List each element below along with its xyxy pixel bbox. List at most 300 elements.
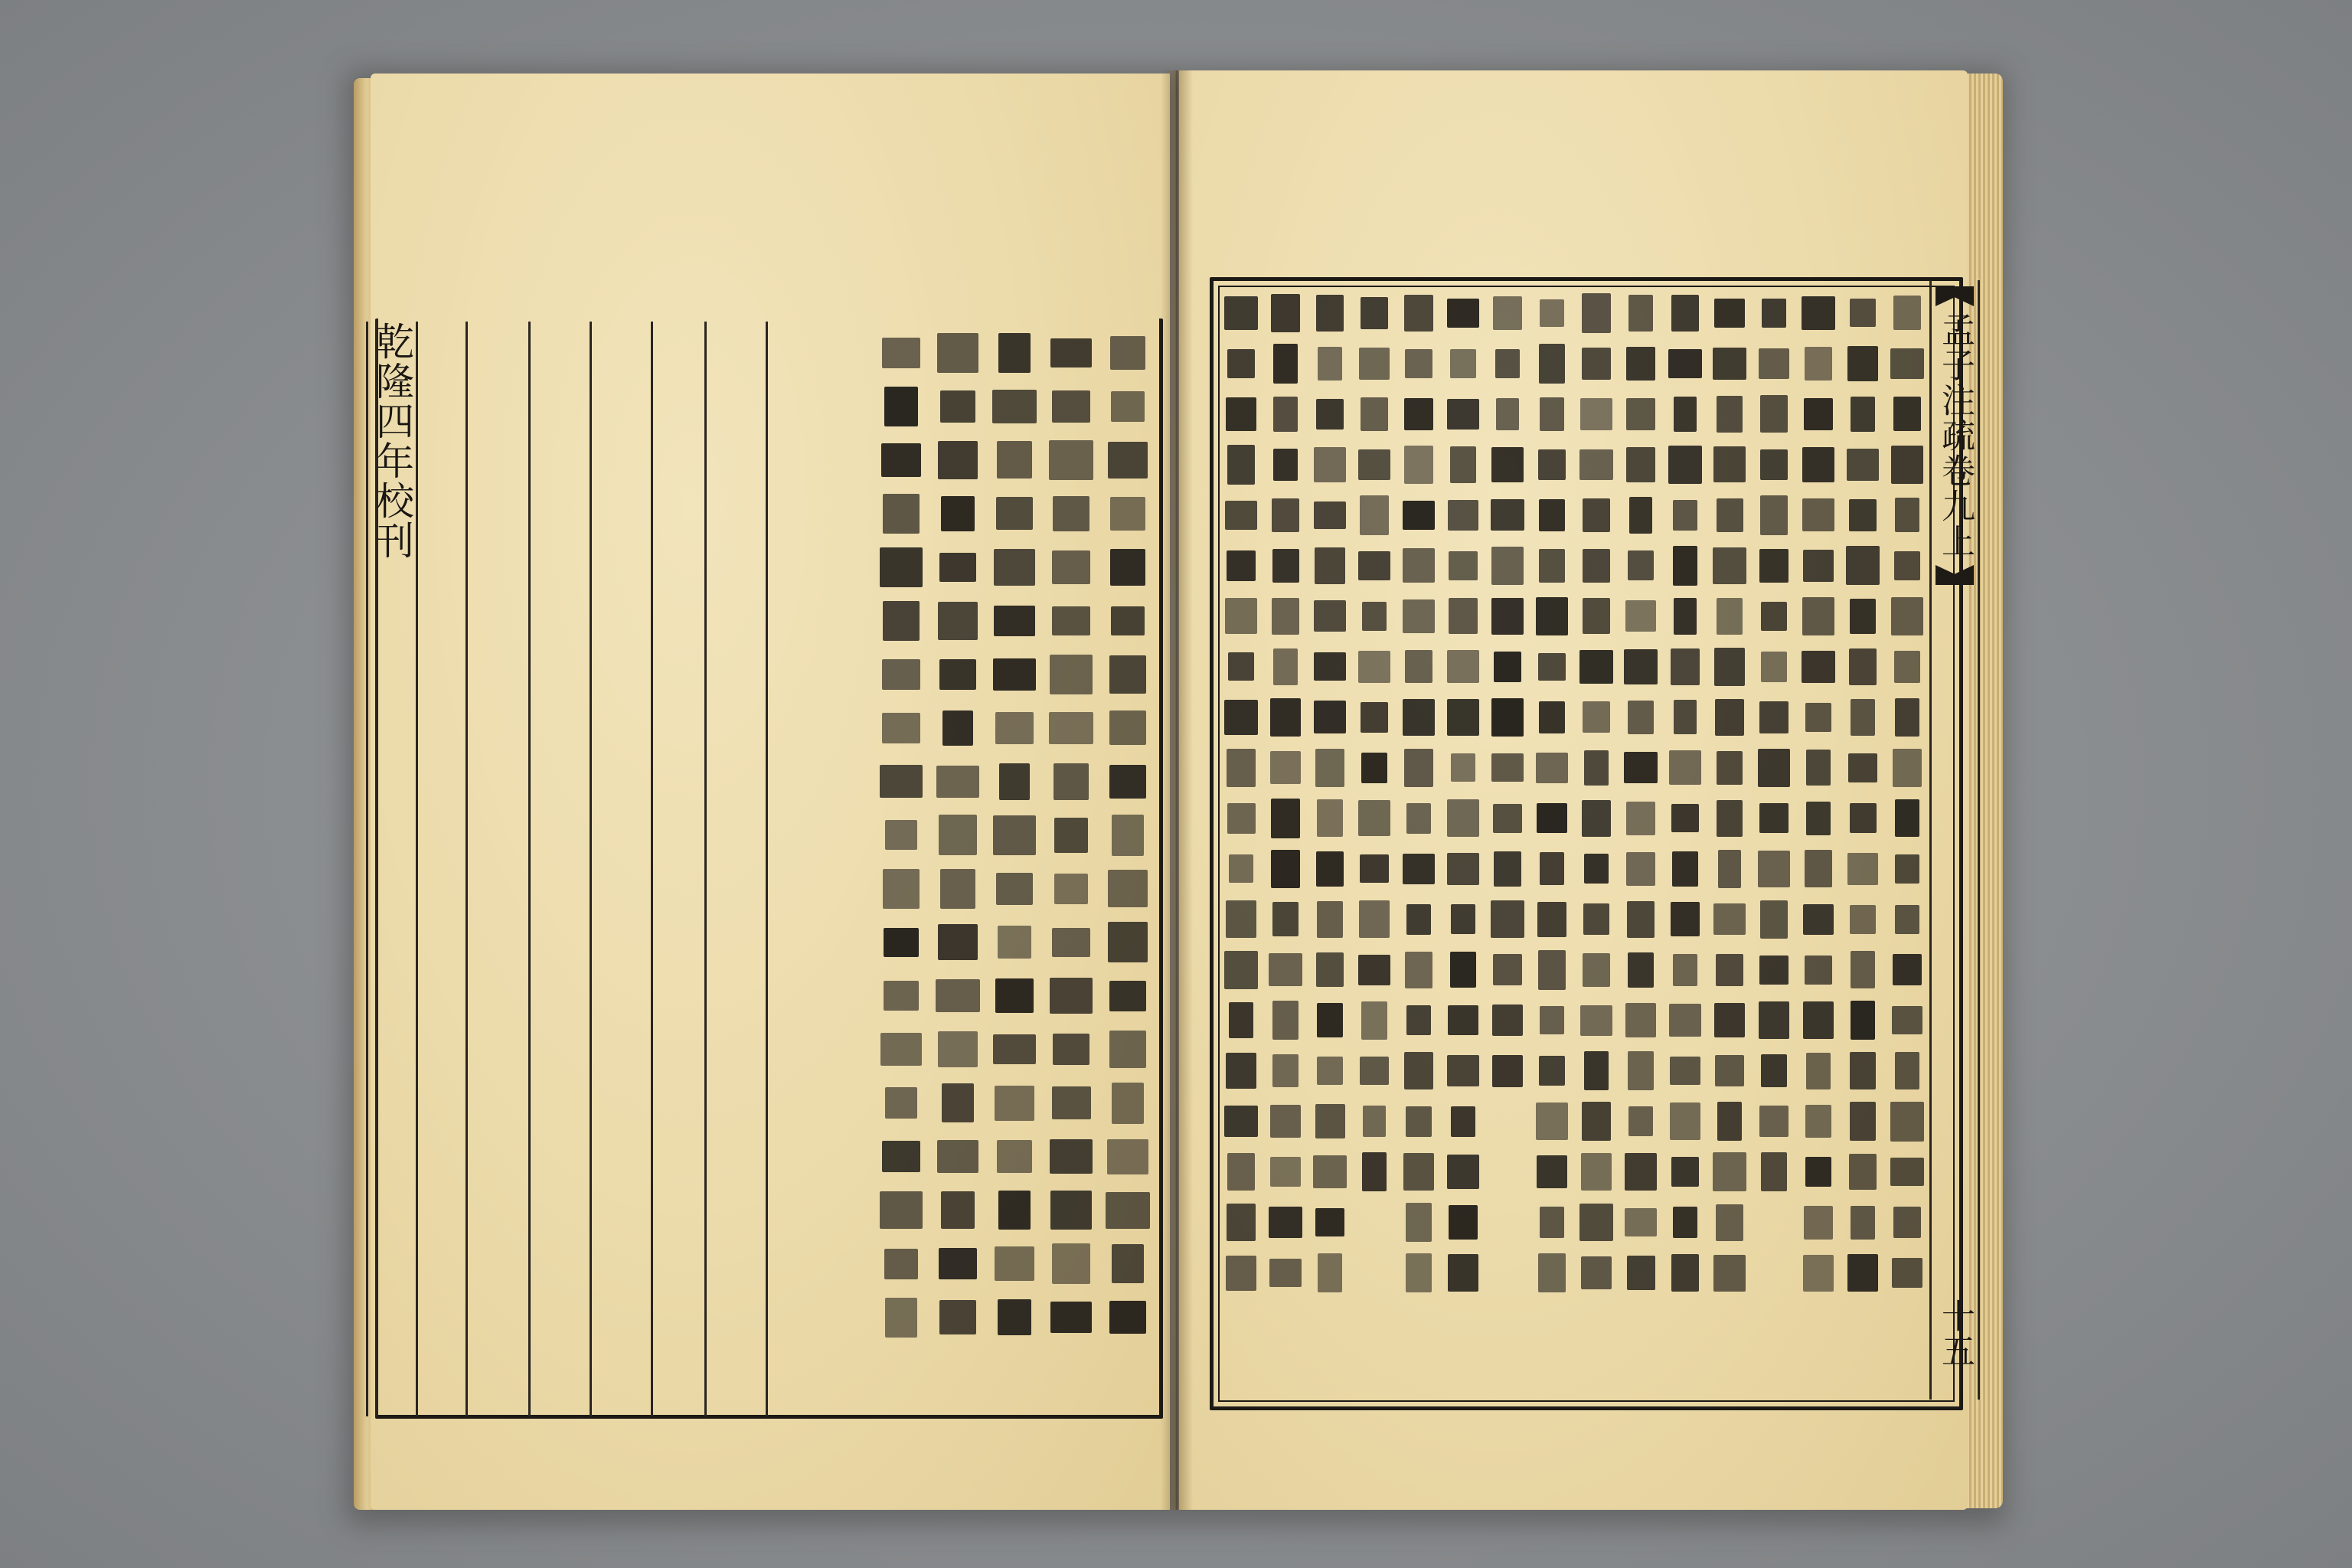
glyph-mark	[1451, 753, 1475, 782]
glyph-mark	[1273, 648, 1298, 685]
glyph-mark	[1847, 449, 1879, 481]
glyph-mark	[1672, 851, 1698, 887]
glyph-mark	[995, 712, 1033, 744]
glyph-mark	[883, 601, 920, 641]
glyph-mark	[1451, 1106, 1475, 1137]
glyph-mark	[1538, 449, 1565, 479]
glyph-mark	[1109, 655, 1146, 694]
glyph-mark	[885, 1298, 917, 1338]
glyph-mark	[1761, 1054, 1787, 1087]
glyph-mark	[996, 873, 1034, 905]
glyph-mark	[1224, 1106, 1257, 1136]
glyph-mark	[1805, 850, 1833, 888]
glyph-mark	[1806, 750, 1831, 786]
glyph-mark	[1109, 981, 1147, 1011]
glyph-mark	[1227, 349, 1255, 378]
glyph-mark	[938, 1031, 977, 1067]
glyph-mark	[1851, 699, 1875, 736]
glyph-mark	[882, 1141, 921, 1172]
glyph-mark	[1717, 751, 1743, 786]
glyph-mark	[1270, 751, 1301, 784]
glyph-mark	[1804, 1206, 1833, 1240]
glyph-mark	[1404, 295, 1433, 331]
glyph-mark	[1761, 602, 1788, 631]
glyph-mark	[1447, 699, 1479, 736]
glyph-mark	[1052, 928, 1091, 957]
glyph-mark	[1717, 800, 1743, 838]
glyph-mark	[1804, 398, 1834, 431]
right-page-text-block	[1217, 288, 1929, 1395]
glyph-mark	[1318, 347, 1342, 380]
glyph-mark	[1406, 904, 1431, 935]
center-margin-column	[1929, 280, 1980, 1400]
glyph-mark	[1850, 1102, 1876, 1141]
glyph-mark	[1628, 1051, 1654, 1090]
glyph-mark	[1227, 749, 1256, 787]
glyph-mark	[1583, 498, 1609, 531]
column-rule	[651, 322, 653, 1416]
glyph-mark	[1359, 900, 1390, 938]
glyph-mark	[1317, 1057, 1343, 1085]
glyph-mark	[1272, 1001, 1298, 1040]
glyph-mark	[1540, 852, 1564, 886]
text-column	[1530, 288, 1574, 1395]
glyph-mark	[1360, 1057, 1389, 1086]
glyph-mark	[1540, 397, 1564, 432]
glyph-mark	[1536, 1102, 1569, 1140]
glyph-mark	[1358, 651, 1390, 683]
glyph-mark	[1052, 606, 1090, 635]
glyph-mark	[1627, 901, 1654, 938]
glyph-mark	[1713, 1255, 1746, 1292]
glyph-mark	[1049, 440, 1093, 480]
glyph-mark	[1669, 1004, 1702, 1036]
glyph-mark	[1225, 501, 1258, 530]
glyph-mark	[1803, 1001, 1834, 1039]
glyph-mark	[1054, 818, 1089, 853]
glyph-mark	[1227, 1153, 1255, 1191]
glyph-mark	[1405, 650, 1432, 683]
glyph-mark	[1314, 600, 1346, 632]
glyph-mark	[1849, 1154, 1876, 1190]
glyph-mark	[998, 1299, 1031, 1336]
glyph-mark	[1403, 1153, 1434, 1191]
glyph-mark	[1447, 299, 1479, 328]
glyph-mark	[941, 1191, 974, 1229]
text-column	[1619, 288, 1663, 1395]
glyph-mark	[1316, 295, 1344, 332]
glyph-mark	[1269, 1259, 1301, 1288]
glyph-mark	[1848, 753, 1878, 782]
glyph-mark	[1802, 498, 1834, 531]
glyph-mark	[1539, 344, 1564, 383]
glyph-mark	[1224, 296, 1257, 330]
glyph-mark	[1674, 700, 1697, 734]
text-column	[1796, 288, 1841, 1395]
glyph-mark	[1893, 954, 1922, 985]
glyph-mark	[1895, 905, 1920, 934]
glyph-mark	[938, 924, 978, 960]
glyph-mark	[1581, 1153, 1612, 1191]
glyph-mark	[880, 1033, 922, 1066]
glyph-mark	[1272, 549, 1299, 583]
glyph-mark	[1052, 1243, 1091, 1284]
glyph-mark	[1406, 1005, 1430, 1035]
glyph-mark	[882, 338, 921, 368]
glyph-mark	[1847, 346, 1878, 381]
glyph-mark	[1628, 550, 1654, 580]
glyph-mark	[1895, 498, 1919, 532]
glyph-mark	[1802, 447, 1835, 482]
glyph-mark	[1314, 501, 1346, 529]
glyph-mark	[885, 1087, 916, 1119]
glyph-mark	[1806, 802, 1830, 835]
glyph-mark	[1892, 1006, 1922, 1034]
glyph-mark	[942, 710, 974, 746]
glyph-mark	[1846, 546, 1880, 585]
glyph-mark	[1895, 799, 1919, 837]
glyph-mark	[1890, 1102, 1924, 1142]
glyph-mark	[1539, 549, 1566, 582]
glyph-mark	[1539, 701, 1564, 733]
glyph-mark	[1717, 1102, 1742, 1141]
glyph-mark	[1225, 598, 1258, 634]
glyph-mark	[1584, 854, 1609, 884]
glyph-mark	[1583, 701, 1610, 733]
glyph-mark	[1107, 1139, 1149, 1174]
glyph-mark	[1761, 652, 1786, 682]
glyph-mark	[1759, 803, 1788, 833]
glyph-mark	[1540, 1207, 1564, 1238]
glyph-mark	[1626, 852, 1656, 886]
glyph-mark	[884, 981, 919, 1011]
glyph-mark	[993, 658, 1036, 690]
glyph-mark	[1673, 1207, 1698, 1238]
glyph-mark	[1893, 397, 1920, 431]
glyph-mark	[1448, 1005, 1478, 1036]
glyph-mark	[1806, 1053, 1831, 1089]
glyph-mark	[998, 333, 1031, 373]
glyph-mark	[1674, 397, 1697, 433]
glyph-mark	[1850, 803, 1877, 833]
text-column	[873, 326, 929, 1401]
glyph-mark	[1447, 799, 1480, 837]
glyph-mark	[1406, 1106, 1432, 1137]
glyph-mark	[1316, 851, 1343, 887]
glyph-mark	[1358, 449, 1390, 480]
glyph-mark	[1805, 956, 1832, 985]
glyph-mark	[1318, 1253, 1341, 1293]
glyph-mark	[1272, 498, 1298, 532]
glyph-mark	[1805, 1105, 1831, 1138]
glyph-mark	[1895, 698, 1919, 737]
glyph-mark	[1583, 903, 1609, 935]
glyph-mark	[1582, 1102, 1612, 1142]
glyph-mark	[1537, 902, 1566, 937]
glyph-mark	[885, 820, 916, 850]
glyph-mark	[1895, 854, 1919, 884]
glyph-mark	[1760, 395, 1788, 433]
glyph-mark	[1669, 750, 1701, 785]
glyph-mark	[1538, 653, 1565, 681]
glyph-mark	[1273, 449, 1298, 481]
glyph-mark	[1271, 294, 1300, 332]
glyph-mark	[882, 659, 920, 690]
glyph-mark	[1108, 870, 1148, 907]
text-column	[1263, 288, 1308, 1395]
glyph-mark	[1314, 447, 1346, 483]
glyph-mark	[1579, 650, 1612, 684]
glyph-mark	[1050, 978, 1092, 1014]
glyph-mark	[1847, 1254, 1879, 1291]
glyph-mark	[1583, 549, 1609, 583]
glyph-mark	[1805, 703, 1831, 733]
glyph-mark	[1404, 749, 1434, 787]
glyph-mark	[1270, 1157, 1302, 1187]
glyph-mark	[1317, 901, 1343, 938]
glyph-mark	[1584, 1051, 1609, 1090]
glyph-mark	[1849, 499, 1876, 531]
glyph-mark	[939, 815, 977, 855]
glyph-mark	[1269, 1207, 1302, 1238]
glyph-mark	[995, 1246, 1034, 1281]
fish-tail-mark-bottom	[1936, 565, 1974, 585]
glyph-mark	[1891, 446, 1923, 484]
glyph-mark	[1761, 1152, 1787, 1191]
glyph-mark	[1579, 1204, 1612, 1241]
glyph-mark	[1538, 950, 1566, 990]
glyph-mark	[1759, 1106, 1789, 1137]
text-column	[1043, 326, 1099, 1401]
glyph-mark	[1851, 1001, 1874, 1039]
glyph-mark	[1314, 701, 1347, 733]
glyph-mark	[1803, 550, 1833, 583]
glyph-mark	[1674, 598, 1697, 635]
glyph-mark	[937, 333, 978, 372]
glyph-mark	[1673, 954, 1697, 986]
glyph-mark	[1315, 1208, 1345, 1237]
glyph-mark	[1671, 295, 1698, 332]
glyph-mark	[1227, 445, 1256, 485]
glyph-mark	[1052, 550, 1090, 584]
glyph-mark	[1111, 606, 1145, 635]
glyph-mark	[1049, 712, 1093, 744]
glyph-mark	[1050, 655, 1093, 694]
glyph-mark	[883, 494, 920, 534]
glyph-mark	[997, 441, 1031, 479]
glyph-mark	[1403, 699, 1435, 736]
glyph-mark	[1111, 391, 1145, 422]
glyph-mark	[1629, 497, 1653, 533]
glyph-mark	[1050, 338, 1093, 368]
glyph-mark	[1895, 1052, 1919, 1089]
glyph-mark	[1851, 397, 1875, 431]
glyph-mark	[1714, 299, 1744, 328]
glyph-mark	[1316, 952, 1344, 987]
glyph-mark	[1270, 1105, 1300, 1138]
glyph-mark	[880, 1191, 922, 1229]
glyph-mark	[1803, 904, 1834, 935]
glyph-mark	[1447, 399, 1479, 430]
text-column	[1841, 288, 1885, 1395]
glyph-mark	[1628, 1106, 1653, 1137]
glyph-mark	[1851, 1206, 1875, 1240]
glyph-mark	[1449, 551, 1478, 580]
glyph-mark	[1670, 1057, 1700, 1086]
glyph-mark	[1762, 299, 1786, 328]
text-column	[1707, 288, 1752, 1395]
glyph-mark	[1894, 651, 1921, 682]
glyph-mark	[1272, 902, 1298, 936]
glyph-mark	[1269, 953, 1302, 986]
glyph-mark	[937, 1140, 979, 1174]
glyph-mark	[1625, 1003, 1657, 1037]
glyph-mark	[1406, 803, 1431, 834]
glyph-mark	[1580, 1005, 1612, 1036]
glyph-mark	[1050, 1302, 1091, 1333]
glyph-mark	[1052, 1086, 1091, 1120]
glyph-mark	[1451, 904, 1475, 934]
glyph-mark	[1893, 296, 1921, 330]
glyph-mark	[1717, 498, 1743, 533]
glyph-mark	[880, 765, 923, 798]
glyph-mark	[884, 387, 918, 427]
glyph-mark	[1109, 710, 1145, 745]
glyph-mark	[1447, 1055, 1479, 1086]
glyph-mark	[1758, 851, 1791, 887]
glyph-mark	[1360, 854, 1388, 883]
glyph-mark	[1583, 953, 1609, 987]
glyph-mark	[992, 390, 1036, 423]
edition-label: 乾隆四年校刊	[370, 322, 414, 560]
glyph-mark	[1850, 299, 1875, 327]
glyph-mark	[1361, 702, 1388, 733]
glyph-mark	[993, 1034, 1037, 1063]
glyph-mark	[1628, 701, 1653, 734]
glyph-mark	[1715, 1055, 1744, 1086]
glyph-mark	[1404, 446, 1434, 484]
glyph-mark	[1627, 1256, 1655, 1290]
glyph-mark	[1714, 1003, 1745, 1037]
text-column	[986, 326, 1043, 1401]
glyph-mark	[1583, 598, 1610, 634]
glyph-mark	[1491, 598, 1524, 634]
glyph-mark	[1493, 804, 1521, 833]
text-column	[1485, 288, 1530, 1395]
glyph-mark	[1405, 349, 1432, 377]
glyph-mark	[1494, 652, 1521, 682]
glyph-mark	[938, 602, 978, 640]
glyph-mark	[1491, 499, 1524, 531]
glyph-mark	[994, 606, 1035, 637]
glyph-mark	[1361, 753, 1387, 783]
glyph-mark	[1493, 954, 1523, 985]
glyph-mark	[1671, 804, 1699, 832]
glyph-mark	[1847, 853, 1878, 885]
glyph-mark	[995, 978, 1034, 1013]
glyph-mark	[1624, 649, 1657, 684]
column-rule	[590, 322, 592, 1416]
glyph-mark	[1495, 349, 1520, 378]
glyph-mark	[1671, 1254, 1700, 1292]
glyph-mark	[1361, 297, 1388, 329]
glyph-mark	[1491, 698, 1524, 737]
column-rule	[766, 322, 768, 1416]
glyph-mark	[881, 443, 921, 477]
glyph-mark	[1492, 1055, 1523, 1087]
glyph-mark	[1540, 1006, 1565, 1034]
glyph-mark	[1449, 1205, 1478, 1240]
glyph-mark	[1226, 1053, 1256, 1089]
glyph-mark	[1108, 442, 1148, 479]
glyph-mark	[1758, 749, 1790, 787]
glyph-mark	[1403, 501, 1436, 531]
text-column	[1752, 288, 1796, 1395]
glyph-mark	[1673, 546, 1697, 586]
glyph-mark	[993, 815, 1036, 855]
glyph-mark	[1447, 650, 1478, 683]
text-column	[1885, 288, 1929, 1395]
glyph-mark	[1760, 900, 1788, 939]
fish-tail-mark-top	[1936, 286, 1974, 306]
glyph-mark	[1803, 1255, 1834, 1292]
glyph-mark	[1273, 397, 1298, 433]
glyph-mark	[1362, 602, 1387, 631]
glyph-mark	[1671, 902, 1700, 936]
glyph-mark	[1802, 651, 1834, 683]
glyph-mark	[1716, 1204, 1743, 1241]
glyph-mark	[1112, 1244, 1143, 1282]
glyph-mark	[939, 1300, 976, 1334]
glyph-mark	[1109, 765, 1146, 799]
glyph-mark	[1314, 652, 1345, 681]
glyph-mark	[998, 1191, 1031, 1230]
glyph-mark	[1670, 1102, 1700, 1141]
left-margin-edition-column	[366, 322, 418, 1416]
glyph-mark	[1850, 905, 1875, 934]
glyph-mark	[1805, 1157, 1831, 1187]
glyph-mark	[1315, 547, 1345, 584]
glyph-mark	[1316, 399, 1344, 430]
glyph-mark	[1110, 336, 1145, 370]
left-page-text-block	[801, 326, 1156, 1401]
glyph-mark	[1539, 1056, 1564, 1086]
glyph-mark	[1625, 600, 1657, 632]
glyph-mark	[1760, 495, 1787, 535]
glyph-mark	[1579, 449, 1613, 480]
glyph-mark	[1759, 1001, 1789, 1039]
text-column	[1396, 288, 1441, 1395]
glyph-mark	[1448, 500, 1478, 531]
glyph-mark	[1112, 1083, 1145, 1124]
glyph-mark	[1628, 952, 1654, 988]
glyph-mark	[1759, 701, 1788, 733]
glyph-mark	[1893, 1207, 1921, 1237]
glyph-mark	[1626, 447, 1655, 482]
glyph-mark	[1713, 547, 1746, 584]
glyph-mark	[1668, 446, 1701, 484]
glyph-mark	[1713, 903, 1746, 935]
glyph-mark	[1112, 815, 1144, 855]
text-column	[1219, 288, 1263, 1395]
glyph-mark	[1273, 344, 1298, 384]
text-column	[929, 326, 986, 1401]
glyph-mark	[1624, 752, 1657, 783]
glyph-mark	[1625, 1208, 1657, 1237]
glyph-mark	[1361, 1001, 1388, 1040]
glyph-mark	[1628, 295, 1653, 332]
glyph-mark	[1581, 1256, 1611, 1289]
